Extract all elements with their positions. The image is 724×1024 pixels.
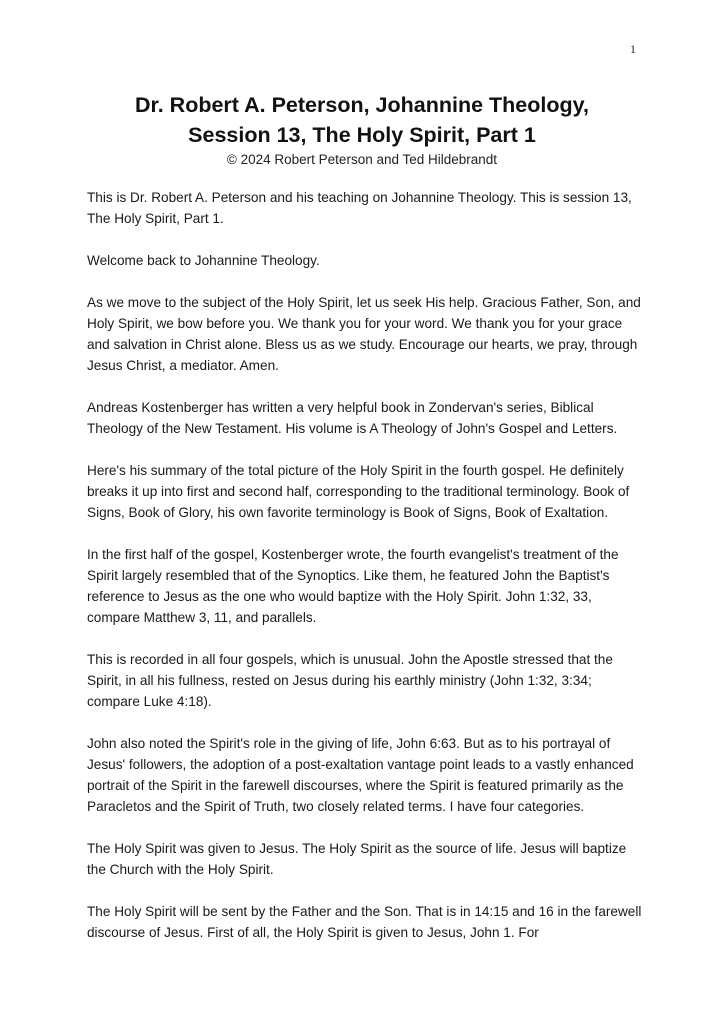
paragraph: The Holy Spirit will be sent by the Father and the Son. That is in 14:15 and 16 in the farewell discourse of Jesus. First of all, the Holy Spirit is given to Jesus, John 1. For [87, 904, 642, 940]
page-number: 1 [630, 42, 636, 56]
document-title-line-2: Session 13, The Holy Spirit, Part 1 [188, 123, 536, 147]
paragraph: The Holy Spirit was given to Jesus. The Holy Spirit as the source of life. Jesus will baptize the Church with the Holy Spirit. [87, 841, 627, 877]
document-title-line-1: Dr. Robert A. Peterson, Johannine Theology, [135, 93, 589, 117]
paragraph: Here's his summary of the total picture of the Holy Spirit in the fourth gospel. He definitely breaks it up into first and second half, corresponding to the traditional terminology. Book of Signs, Book of Glory, his own favorite terminology is Book of Signs, Book of Exaltation. [87, 463, 630, 520]
title-block [60, 90, 664, 169]
paragraph: As we move to the subject of the Holy Spirit, let us seek His help. Gracious Father, Son, and Holy Spirit, we bow before you. We thank you for your word. We thank you for your grace and salvation in Christ alone. Bless us as we study. Encourage our hearts, we pray, through Jesus Christ, a mediator. Amen. [87, 295, 641, 373]
paragraph: John also noted the Spirit's role in the giving of life, John 6:63. But as to his portrayal of Jesus' followers, the adoption of a post-exaltation vantage point leads to a vastly enhanced portrait of the Spirit in the farewell discourses, where the Spirit is featured primarily as the Paracletos and the Spirit of Truth, two closely related terms. I have four categories. [87, 736, 634, 814]
paragraph: This is recorded in all four gospels, which is unusual. John the Apostle stressed that the Spirit, in all his fullness, rested on Jesus during his earthly ministry (John 1:32, 3:34; compare Luke 4:18). [87, 652, 613, 709]
paragraph: In the first half of the gospel, Kostenberger wrote, the fourth evangelist's treatment of the Spirit largely resembled that of the Synoptics. Like them, he featured John the Baptist's reference to Jesus as the one who would baptize with the Holy Spirit. John 1:32, 33, compare Matthew 3, 11, and parallels. [87, 547, 619, 625]
paragraph: This is Dr. Robert A. Peterson and his teaching on Johannine Theology. This is session 13, The Holy Spirit, Part 1. [87, 190, 632, 226]
paragraph: Andreas Kostenberger has written a very helpful book in Zondervan's series, Biblical Theology of the New Testament. His volume is A Theology of John's Gospel and Letters. [87, 400, 618, 436]
paragraph: Welcome back to Johannine Theology. [87, 253, 320, 268]
copyright-notice: © 2024 Robert Peterson and Ted Hildebrandt [226, 152, 498, 167]
body-text [87, 187, 643, 964]
